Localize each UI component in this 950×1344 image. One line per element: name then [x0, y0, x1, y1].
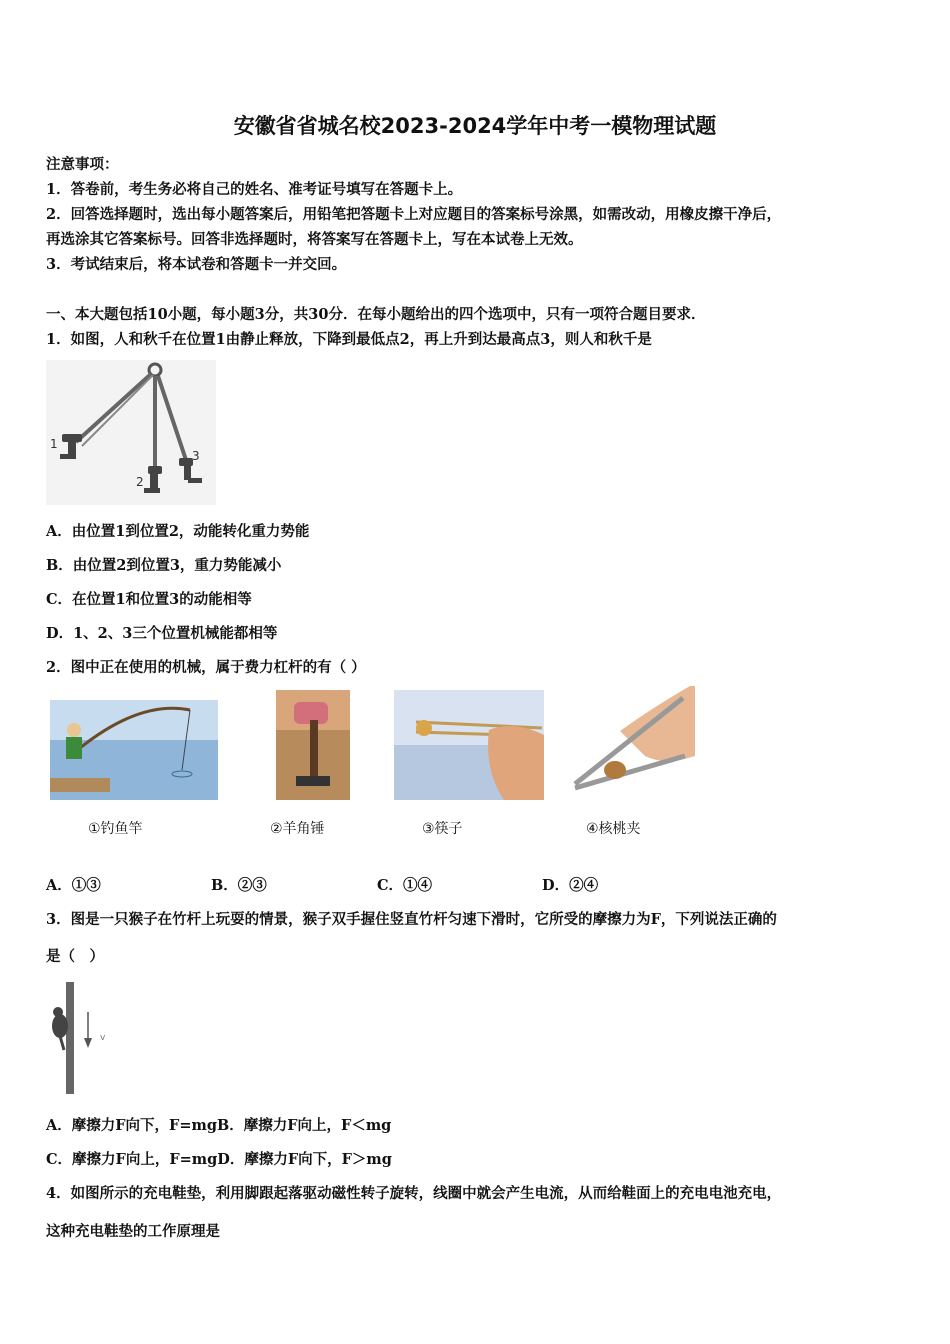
notice-heading: 注意事项： [46, 156, 119, 173]
swing-position-3-label: 3 [192, 449, 200, 463]
page-title: 安徽省省城名校2023-2024学年中考一模物理试题 [233, 114, 717, 138]
option-c: C．在位置1和位置3的动能相等 [46, 591, 252, 608]
caption-nutcracker: ④核桃夹 [586, 821, 641, 837]
notice-item: 2．回答选择题时，选出每小题答案后，用铅笔把答题卡上对应题目的答案标号涂黑，如需改动，用橡皮擦干净后， [46, 206, 782, 223]
section-heading: 一、本大题包括10小题，每小题3分，共30分．在每小题给出的四个选项中，只有一项符合题目要求． [46, 306, 706, 323]
monkey-pole-figure [46, 978, 116, 1096]
option-a: A．由位置1到位置2，动能转化重力势能 [46, 523, 310, 540]
question-1-stem: 1．如图，人和秋千在位置1由静止释放，下降到最低点2，再上升到达最高点3，则人和秋千是 [46, 331, 652, 348]
notice-item: 再选涂其它答案标号。回答非选择题时，将答案写在答题卡上，写在本试卷上无效。 [46, 231, 583, 248]
fishing-rod-image [50, 700, 218, 800]
question-2-stem: 2．图中正在使用的机械，属于费力杠杆的有（ ） [46, 659, 366, 676]
option-d: D．②④ [542, 877, 599, 894]
option-c: C．①④ [377, 877, 433, 894]
option-b: B．由位置2到位置3，重力势能减小 [46, 557, 282, 574]
option-a: A．①③ [46, 877, 101, 894]
option-c-d: C．摩擦力F向上，F=mgD．摩擦力F向下，F＞mg [46, 1151, 392, 1168]
swing-position-2-label: 2 [136, 475, 144, 489]
question-4-stem-cont: 这种充电鞋垫的工作原理是 [46, 1223, 220, 1240]
nutcracker-image [565, 686, 695, 798]
notice-item: 1．答卷前，考生务必将自己的姓名、准考证号填写在答题卡上。 [46, 181, 463, 198]
swing-figure [46, 360, 216, 505]
claw-hammer-image [276, 690, 350, 800]
notice-item: 3．考试结束后，将本试卷和答题卡一并交回。 [46, 256, 347, 273]
caption-claw-hammer: ②羊角锤 [270, 821, 325, 837]
option-d: D．1、2、3三个位置机械能都相等 [46, 625, 278, 642]
question-4-stem: 4．如图所示的充电鞋垫，利用脚跟起落驱动磁性转子旋转，线圈中就会产生电流，从而给鞋面上的充电电池充电， [46, 1185, 782, 1202]
chopsticks-image [394, 690, 544, 800]
caption-fishing-rod: ①钓鱼竿 [88, 821, 143, 837]
option-a-b: A．摩擦力F向下，F=mgB．摩擦力F向上，F＜mg [46, 1117, 392, 1134]
option-b: B．②③ [211, 877, 267, 894]
caption-chopsticks: ③筷子 [422, 821, 463, 837]
question-3-stem: 3．图是一只猴子在竹杆上玩耍的情景，猴子双手握住竖直竹杆匀速下滑时，它所受的摩擦力为F，下列说法正确的 [46, 911, 777, 928]
velocity-label: v [100, 1033, 106, 1043]
swing-position-1-label: 1 [50, 437, 58, 451]
question-3-stem-cont: 是（ ） [46, 948, 104, 965]
